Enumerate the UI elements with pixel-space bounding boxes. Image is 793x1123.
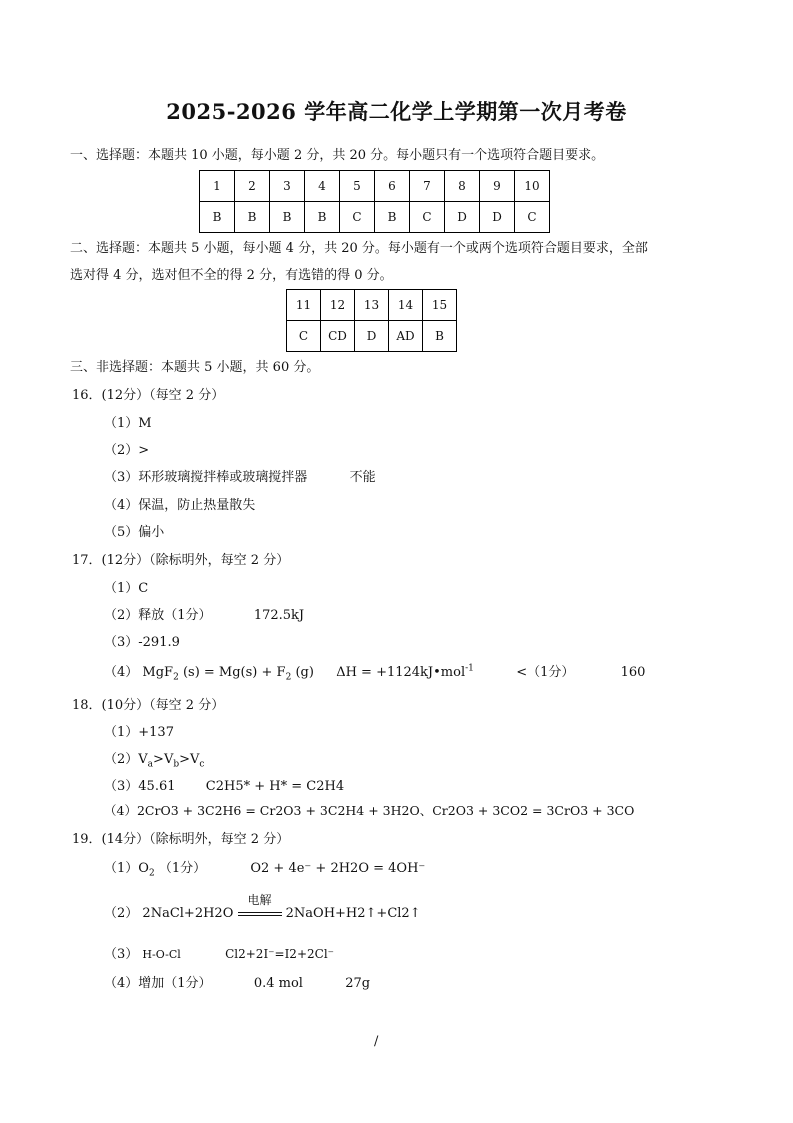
q18-item-2-label: （2）V (104, 752, 148, 767)
q19-header: 19．(14分）（除标明外，每空 2 分） (72, 832, 290, 847)
table-row-answers (287, 321, 457, 352)
q19-item-3-label: （3） (104, 947, 139, 962)
table-cell: 12 (321, 290, 355, 321)
section3-heading: 三、非选择题：本题共 5 小题，共 60 分。 (70, 360, 320, 375)
q17-item-1: （1）C (104, 581, 149, 596)
q16-header: 16．(12分）（每空 2 分） (72, 388, 225, 403)
q16-item-4: （4）保温，防止热量散失 (104, 498, 256, 513)
q19-item-1: $(1)O_2$ （1分） O2 + 4e⁻ + 2H2O = 4OH⁻ (104, 861, 426, 879)
electrolysis-condition: 电解 (247, 893, 272, 907)
q17-item-4-sup: -1 (465, 663, 474, 674)
q18-item-1: （1）+137 (104, 725, 174, 740)
q17-item-4-eq-mid: (s) = Mg(s) + F (182, 665, 286, 680)
table-cell: CD (321, 321, 355, 352)
table-cell: C (410, 202, 445, 233)
table-cell: C (287, 321, 321, 352)
table-row-numbers (200, 171, 550, 202)
q17-item-4-answer-b: <（1分） (516, 665, 575, 680)
q19-item-2-label: （2） (104, 906, 139, 921)
table-cell: D (445, 202, 480, 233)
q16-item-3 (104, 466, 376, 485)
q19-item-1-label: （1）O (104, 861, 149, 876)
q17-item-4-eq-rhs: (g) (295, 665, 314, 680)
q17-item-4-answer-c: 160 (620, 665, 646, 680)
q17-item-4-label: （4） (104, 665, 139, 680)
table-cell: C (515, 202, 550, 233)
q17-header: 17．(12分）（除标明外，每空 2 分） (72, 553, 290, 568)
q17-item-3: （3）-291.9 (104, 635, 180, 650)
page-title: 2025-2026 学年高二化学上学期第一次月考卷 (166, 99, 627, 124)
q18-header: 18．(10分）（每空 2 分） (72, 698, 225, 713)
table-cell: 7 (410, 171, 445, 202)
table-cell: 11 (287, 290, 321, 321)
table-cell: 15 (423, 290, 457, 321)
table-cell: D (355, 321, 389, 352)
q16-item-5: （5）偏小 (104, 525, 165, 540)
table-cell: 10 (515, 171, 550, 202)
table-cell: B (423, 321, 457, 352)
q19-item-4 (104, 972, 370, 991)
section1-answer-table (199, 170, 550, 233)
table-cell: B (235, 202, 270, 233)
table-cell: B (270, 202, 305, 233)
table-cell: 6 (375, 171, 410, 202)
table-cell: 1 (200, 171, 235, 202)
q18-item-3 (104, 775, 344, 794)
q19-item-3 (104, 943, 334, 962)
q18-item-4: （4）2CrO3 + 3C2H6 = Cr2O3 + 3C2H4 + 3H2O、Cr2O3 + 3CO2 = 3CrO3 + 3CO (104, 803, 635, 818)
q16-item-1: （1）M (104, 416, 152, 431)
table-cell: B (375, 202, 410, 233)
q17-item-2 (104, 604, 304, 623)
table-cell: 4 (305, 171, 340, 202)
q19-item-3-answer-b: Cl2+2I⁻=I2+2Cl⁻ (225, 947, 334, 961)
table-cell: D (480, 202, 515, 233)
q18-item-3-answer-a: （3）45.61 (104, 779, 176, 794)
table-cell: 3 (270, 171, 305, 202)
section1-heading: 一、选择题：本题共 10 小题，每小题 2 分，共 20 分。每小题只有一个选项符合题目要求。 (70, 148, 605, 163)
q19-item-4-answer-c: 27g (345, 976, 371, 991)
q16-item-2: （2）> (104, 443, 150, 458)
q16-item-3-answer-b: 不能 (349, 470, 376, 485)
q19-item-1-equation: O2 + 4e⁻ + 2H2O = 4OH⁻ (250, 861, 426, 876)
q16-item-3-answer-a: （3）环形玻璃搅拌棒或玻璃搅拌器 (104, 470, 308, 485)
table-row-numbers (287, 290, 457, 321)
table-cell: B (200, 202, 235, 233)
q19-item-2 (104, 893, 421, 921)
q19-item-2-lhs: 2NaCl+2H2O (142, 906, 234, 921)
q19-item-4-answer-b: 0.4 mol (253, 976, 303, 991)
table-cell: B (305, 202, 340, 233)
table-cell: 5 (340, 171, 375, 202)
section2-answer-table (286, 289, 457, 352)
q17-item-4-eq-lhs: MgF (142, 665, 174, 680)
q18-item-3-answer-b: C2H5* + H* = C2H4 (205, 779, 345, 794)
q17-item-4: （4） MgF$_2$ $(s) = Mg(s) + F_2$ (g) ΔH = +1124kJ•mol$^{-1}$ <（1分） 160 (104, 663, 646, 683)
table-cell: 13 (355, 290, 389, 321)
q19-item-1-mark: （1分） (158, 861, 207, 876)
table-cell: C (340, 202, 375, 233)
table-cell: AD (389, 321, 423, 352)
page-number: / (374, 1034, 379, 1049)
table-cell: 8 (445, 171, 480, 202)
q17-item-2-answer-a: （2）释放（1分） (104, 608, 212, 623)
q19-item-3-answer-a: H-O-Cl (142, 948, 181, 961)
table-cell: 14 (389, 290, 423, 321)
q19-item-2-rhs: 2NaOH+H2↑+Cl2↑ (285, 906, 421, 921)
electrolysis-arrow (238, 893, 282, 921)
q19-item-4-answer-a: （4）增加（1分） (104, 976, 212, 991)
section2-heading-line2: 选对得 4 分，选对但不全的得 2 分，有选错的得 0 分。 (70, 268, 393, 283)
q18-item-2: $(2)V_a>V_b>V_c$ (104, 752, 205, 770)
table-cell: 2 (235, 171, 270, 202)
table-cell: 9 (480, 171, 515, 202)
section2-heading-line1: 二、选择题：本题共 5 小题，每小题 4 分，共 20 分。每小题有一个或两个选项符合题目要求，全部 (70, 241, 648, 256)
q17-item-2-answer-b: 172.5kJ (253, 608, 305, 623)
q17-item-4-delta-h: ΔH = +1124kJ•mol (336, 665, 466, 680)
table-row-answers (200, 202, 550, 233)
